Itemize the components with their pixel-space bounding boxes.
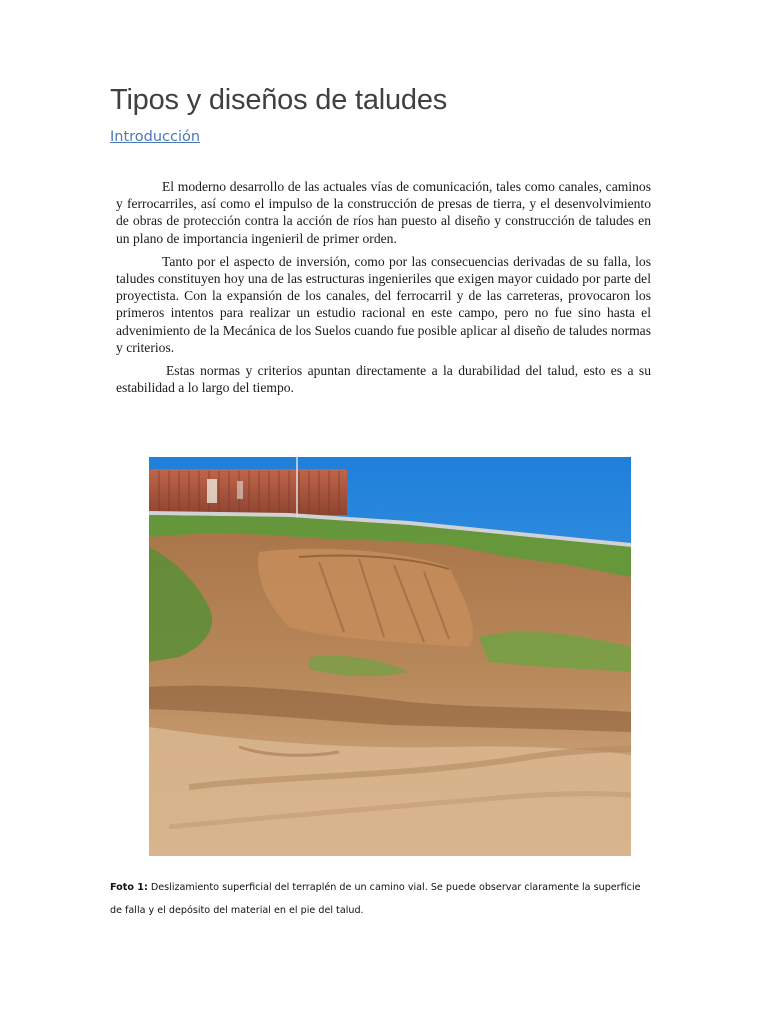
caption-text: Deslizamiento superficial del terraplén de un camino vial. Se puede observar claramente la superficie de falla y el depósito del material en el pie del talud. bbox=[110, 882, 641, 916]
document-title: Tipos y diseños de taludes bbox=[110, 84, 448, 116]
container-shapes bbox=[149, 469, 347, 515]
paragraph-3: Estas normas y criterios apuntan directamente a la durabilidad del talud, esto es a su estabilidad a lo largo del tiempo. bbox=[116, 363, 651, 396]
section-heading-introduccion[interactable]: Introducción bbox=[110, 129, 201, 145]
paragraph-2: Tanto por el aspecto de inversión, como por las consecuencias derivadas de su falla, los taludes constituyen hoy una de las estructuras ingenieriles que exigen mayor cuidado por parte del proyectista. Con la expansión de los canales, del ferrocarril y de las carreteras, provocaron los primeros intentos para realizar un estudio racional en este campo, pero no fue sino hasta el advenimiento de la Mecánica de los Suelos cuando fue posible aplicar al diseño de taludes normas y criterios. bbox=[116, 253, 651, 355]
body-text bbox=[116, 178, 651, 402]
paragraph-1: El moderno desarrollo de las actuales vías de comunicación, tales como canales, caminos y ferrocarriles, así como el impulso de la construcción de presas de tierra, y el desenvolvimiento de obras de protección contra la acción de ríos han puesto al diseño y construcción de taludes en un plano de importancia ingenieril de primer orden. bbox=[116, 179, 651, 246]
caption-label: Foto 1: bbox=[110, 882, 148, 893]
slope-failure-photo bbox=[149, 457, 631, 856]
photo-caption bbox=[110, 876, 650, 922]
